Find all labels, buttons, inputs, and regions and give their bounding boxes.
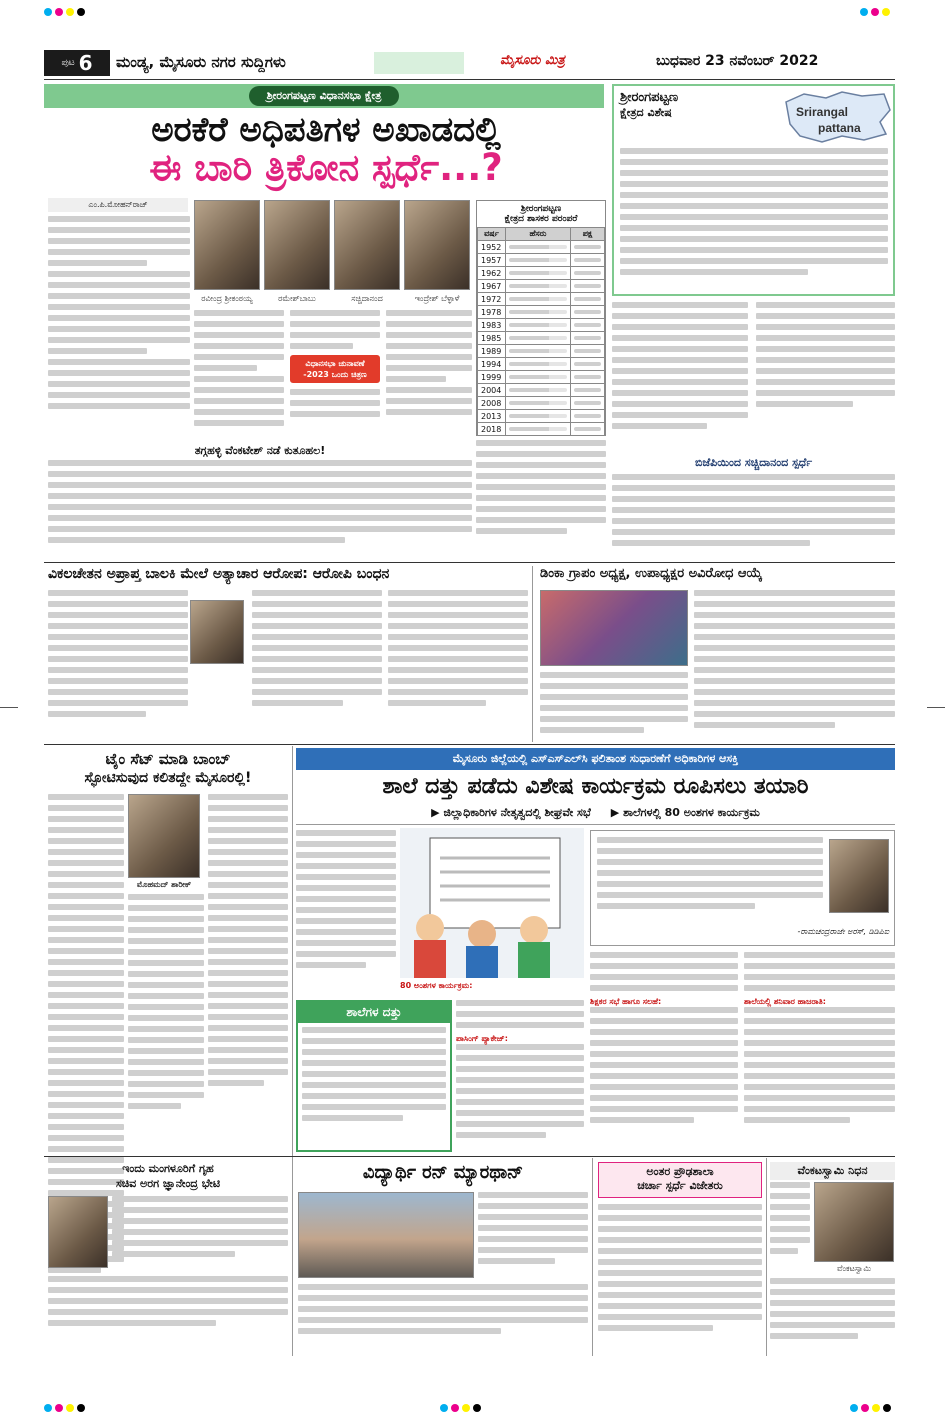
story5-sub-head-c: ಶಾಲೆಯಲ್ಲಿ ಶನಿವಾರ ಹಾಜರಾತಿ: xyxy=(744,997,826,1006)
mla-th-party: ಪಕ್ಷ xyxy=(571,228,605,241)
story2-body-3 xyxy=(388,590,528,740)
story8-body xyxy=(598,1204,762,1356)
story5-sub2: ▶ ಶಾಲೆಗಳಲ್ಲಿ 80 ಅಂಶಗಳ ಕಾರ್ಯಕ್ರಮ xyxy=(610,806,760,819)
table-row xyxy=(478,306,605,319)
special-subhead: ಬಿಜೆಪಿಯಿಂದ ಸಚ್ಚಿದಾನಂದ ಸ್ಪರ್ಧೆ xyxy=(694,456,813,469)
constituency-map xyxy=(782,88,894,146)
mla-year: 2008 xyxy=(478,397,506,410)
mla-th-name: ಹೆಸರು xyxy=(506,228,571,241)
lead-body-1 xyxy=(48,216,190,436)
candidate-photo-4 xyxy=(404,200,470,290)
registration-dots-bottom-left xyxy=(44,1404,85,1412)
lead-byline xyxy=(48,198,188,212)
map-label-2: pattana xyxy=(818,121,861,135)
mla-table-title-2: ಕ್ಷೇತ್ರದ ಶಾಸಕರ ಪರಂಪರೆ xyxy=(504,214,578,224)
table-row xyxy=(478,371,605,384)
table-row xyxy=(478,384,605,397)
lead-body-2 xyxy=(194,310,284,440)
story5-quote-sign: -ರಾಮಚಂದ್ರರಾಜೇ ಅರಸ್, ಡಿಡಿಪಿಐ xyxy=(797,927,889,936)
story2-body-2 xyxy=(252,590,382,740)
story5-box-body xyxy=(298,1023,450,1143)
group-photo xyxy=(540,590,688,666)
story5-box-title: ಶಾಲೆಗಳ ದತ್ತು xyxy=(298,1002,450,1023)
story9-headline: ವೆಂಕಟಸ್ವಾಮಿ ನಿಧನ xyxy=(770,1162,895,1180)
lead-body-3 xyxy=(290,310,380,440)
story3-body-2 xyxy=(694,590,895,742)
mla-year: 1999 xyxy=(478,371,506,384)
lead-headline-1: ಅರಕೆರೆ ಅಧಿಪತಿಗಳ ಅಖಾಡದಲ್ಲಿ xyxy=(151,110,501,150)
lead-byline-text: ಎಂ.ಪಿ.ಮೋಹನ್‌ರಾಜ್ xyxy=(88,200,148,209)
story4-headline-1: ಟೈಂ ಸೆಟ್ ಮಾಡಿ ಬಾಂಬ್ xyxy=(105,750,231,768)
story5-body-4 xyxy=(456,1000,584,1152)
story4-photo-caption: ಮೊಹಮದ್ ಶಾರೀಕ್ xyxy=(136,880,192,889)
story5-sub-head-a: ಶಿಕ್ಷಕರ ಸಭೆ ಹಾಗೂ ಸಲಹೆ: xyxy=(590,997,662,1006)
minister-photo xyxy=(48,1196,108,1268)
map-label-1: Srirangal xyxy=(796,105,849,119)
mla-year: 1957 xyxy=(478,254,506,267)
story7-headline: ವಿದ್ಯಾರ್ಥಿ ರನ್ ಮ್ಯಾರಥಾನ್ xyxy=(362,1162,524,1183)
side-crop-mark-right xyxy=(927,707,945,708)
candidate-photo-3 xyxy=(334,200,400,290)
mla-year: 1983 xyxy=(478,319,506,332)
story8-headline-2: ಚರ್ಚಾ ಸ್ಪರ್ಧೆ ವಿಜೇತರು xyxy=(637,1179,723,1192)
mla-year: 1989 xyxy=(478,345,506,358)
story3-headline: ಡಿಂಕಾ ಗ್ರಾಪಂ ಅಧ್ಯಕ್ಷ, ಉಪಾಧ್ಯಕ್ಷರ ಅವಿರೋಧ ಆಯ್ಕೆ xyxy=(540,566,763,581)
mla-year: 1972 xyxy=(478,293,506,306)
obituary-photo xyxy=(814,1182,894,1262)
story6-body-2 xyxy=(48,1276,288,1356)
table-row xyxy=(478,332,605,345)
story3-body-1 xyxy=(540,672,688,742)
ddpi-photo xyxy=(829,839,889,913)
candidate-name-1: ರವೀಂದ್ರ ಶ್ರೀಕಂಠಯ್ಯ xyxy=(201,294,253,303)
story5-headline: ಶಾಲೆ ದತ್ತು ಪಡೆದು ವಿಶೇಷ ಕಾರ್ಯಕ್ರಮ ರೂಪಿಸಲು ತಯಾರಿ xyxy=(382,774,809,799)
table-row xyxy=(478,345,605,358)
accused-photo-2 xyxy=(128,794,200,878)
story8-headline-1: ಅಂತರ ಪ್ರೌಢಶಾಲಾ xyxy=(646,1165,714,1178)
green-strip xyxy=(374,52,464,74)
lead-kicker-text: ಶ್ರೀರಂಗಪಟ್ಟಣ ವಿಧಾನಸಭಾ ಕ್ಷೇತ್ರ xyxy=(249,86,400,106)
mla-table xyxy=(477,227,605,436)
issue-date: ಬುಧವಾರ 23 ನವೆಂಬರ್ 2022 xyxy=(656,53,819,69)
special-title-1: ಶ್ರೀರಂಗಪಟ್ಟಣ xyxy=(620,90,679,105)
story5-sub1-text: ಜಿಲ್ಲಾಧಿಕಾರಿಗಳ ನೇತೃತ್ವದಲ್ಲಿ ಶೀಘ್ರವೇ ಸಭೆ xyxy=(443,806,591,819)
table-row xyxy=(478,319,605,332)
mla-table-header xyxy=(478,228,605,241)
mla-year: 1978 xyxy=(478,306,506,319)
special-body xyxy=(620,148,888,292)
mla-year: 2018 xyxy=(478,423,506,436)
story5-kicker-text: ಮೈಸೂರು ಜಿಲ್ಲೆಯಲ್ಲಿ ಎಸ್ಎಸ್ಎಲ್‌ಸಿ ಫಲಿತಾಂಶ ಸುಧಾರಣೆಗೆ ಅಧಿಕಾರಿಗಳ ಆಸಕ್ತಿ xyxy=(452,752,739,765)
marathon-photo xyxy=(298,1192,474,1278)
story9-body-2 xyxy=(770,1278,895,1356)
story5-body-3 xyxy=(744,952,895,1152)
special-title-2: ಕ್ಷೇತ್ರದ ವಿಶೇಷ xyxy=(620,106,672,119)
accused-photo xyxy=(190,600,244,664)
candidate-name-4: ಇಂದ್ರೇಶ್ ಬೆಳ್ಳಾಳೆ xyxy=(414,294,460,303)
story8-box xyxy=(598,1162,762,1198)
story9-body-1 xyxy=(770,1182,810,1266)
story2-headline: ವಿಕಲಚೇತನ ಅಪ್ರಾಪ್ತ ಬಾಲಕಿ ಮೇಲೆ ಅತ್ಯಾಚಾರ ಆರೋಪ: ಆರೋಪಿ ಬಂಧನ xyxy=(48,566,390,582)
story5-sub-head-b: ಪಾಸಿಂಗ್ ಪ್ಯಾಕೇಜ್: xyxy=(456,1034,508,1043)
story5-kicker xyxy=(296,748,895,770)
mla-year: 1967 xyxy=(478,280,506,293)
story7-body-2 xyxy=(298,1284,588,1356)
masthead xyxy=(44,50,895,76)
table-row xyxy=(478,241,605,254)
story5-box xyxy=(296,1000,452,1152)
paper-name: ಮೈಸೂರು ಮಿತ್ರ xyxy=(500,53,565,68)
special-box xyxy=(612,84,895,296)
story6-headline-2: ಸಚಿವ ಅರಗ ಜ್ಞಾನೇಂದ್ರ ಭೇಟಿ xyxy=(115,1177,221,1190)
page-badge xyxy=(44,50,110,76)
story5-inline-head-text: 80 ಅಂಶಗಳ ಕಾರ್ಯಕ್ರಮ: xyxy=(400,981,473,990)
lead-subhead: ತಗ್ಗಹಳ್ಳಿ ವೆಂಕಟೇಶ್ ನಡೆ ಕುತೂಹಲ! xyxy=(194,444,326,457)
mla-year: 1962 xyxy=(478,267,506,280)
page-number: 6 xyxy=(78,51,93,75)
results-illustration xyxy=(400,828,584,978)
mla-th-year: ವರ್ಷ xyxy=(478,228,506,241)
table-row xyxy=(478,254,605,267)
table-row xyxy=(478,280,605,293)
special-sub-body xyxy=(612,474,895,560)
story4-body-2 xyxy=(128,894,204,1148)
story5-subheads xyxy=(296,806,895,820)
candidate-photo-2 xyxy=(264,200,330,290)
story5-inline-head xyxy=(400,980,584,996)
table-row xyxy=(478,423,605,436)
right-body-2 xyxy=(756,302,895,452)
page-label: ಪುಟ xyxy=(61,58,75,68)
story4-headline-2: ಸ್ಫೋಟಿಸುವುದ ಕಲಿತದ್ದೇ ಮೈಸೂರಲ್ಲಿ! xyxy=(84,770,252,786)
lead-headline-2: ಈ ಬಾರಿ ತ್ರಿಕೋನ ಸ್ಪರ್ಧೆ...? xyxy=(149,146,503,189)
story5-quote-body xyxy=(597,837,823,923)
mla-year: 1952 xyxy=(478,241,506,254)
right-body-1 xyxy=(612,302,748,452)
story5-quote-box xyxy=(590,830,895,946)
table-row xyxy=(478,293,605,306)
table-row xyxy=(478,397,605,410)
story6-headline-1: ಇಂದು ಮಂಗಳೂರಿಗೆ ಗೃಹ xyxy=(122,1162,214,1175)
lead-kicker xyxy=(44,84,604,108)
table-row xyxy=(478,410,605,423)
candidate-photo-1 xyxy=(194,200,260,290)
story2-body-1 xyxy=(48,590,188,740)
story5-sub2-text: ಶಾಲೆಗಳಲ್ಲಿ 80 ಅಂಶಗಳ ಕಾರ್ಯಕ್ರಮ xyxy=(623,806,760,819)
election-badge: ವಿಧಾನಸಭಾ ಚುನಾವಣೆ -2023 ಒಂದು ಚಿತ್ರಣ xyxy=(290,355,380,383)
story5-sub1: ▶ ಜಿಲ್ಲಾಧಿಕಾರಿಗಳ ನೇತೃತ್ವದಲ್ಲಿ ಶೀಘ್ರವೇ ಸಭೆ xyxy=(431,806,591,819)
section-title: ಮಂಡ್ಯ, ಮೈಸೂರು ನಗರ ಸುದ್ದಿಗಳು xyxy=(116,53,286,71)
lead-body-4 xyxy=(386,310,472,440)
mla-year: 1985 xyxy=(478,332,506,345)
mla-year: 1994 xyxy=(478,358,506,371)
table-row xyxy=(478,358,605,371)
mla-year: 2013 xyxy=(478,410,506,423)
candidate-name-3: ಸಚ್ಚಿದಾನಂದ xyxy=(351,294,383,303)
story6-body-1 xyxy=(112,1196,288,1274)
registration-dots-top-right xyxy=(860,8,890,16)
story9-photo-caption: ವೆಂಕಟಸ್ವಾಮಿ xyxy=(837,1264,871,1273)
story4-body-3 xyxy=(208,794,288,1148)
candidate-name-2: ರಮೇಶ್‌ಬಾಬು xyxy=(278,294,316,303)
lead-sub-body xyxy=(48,460,472,558)
registration-dots-bottom-right xyxy=(850,1404,891,1412)
table-row xyxy=(478,267,605,280)
mla-table-box xyxy=(476,200,606,436)
lead-body-5 xyxy=(476,440,606,558)
registration-dots-bottom-center xyxy=(440,1404,481,1412)
story5-body-1 xyxy=(296,830,396,996)
registration-dots-top-left xyxy=(44,8,85,16)
story5-body-2 xyxy=(590,952,738,1152)
story7-body-1 xyxy=(478,1192,588,1282)
mla-year: 2004 xyxy=(478,384,506,397)
side-crop-mark-left xyxy=(0,707,18,708)
mla-table-title-1: ಶ್ರೀರಂಗಪಟ್ಟಣ xyxy=(520,204,562,214)
